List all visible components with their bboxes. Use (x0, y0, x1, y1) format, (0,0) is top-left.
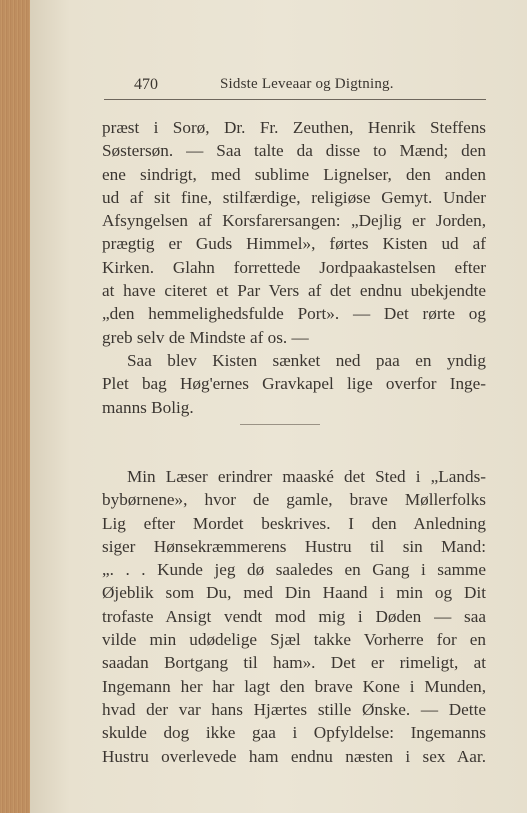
text-line: Søstersøn. — Saa talte da disse to Mænd; den (102, 141, 486, 161)
text-line: manns Bolig. (102, 397, 194, 417)
text-line: saadan Bortgang til ham». Det er rimeligt, at (102, 653, 486, 673)
text-line: „den hemmelighedsfulde Port». — Det rørte og (102, 304, 486, 324)
text-line: Lig efter Mordet beskrives. I den Anledning (102, 513, 486, 533)
header-rule (104, 99, 486, 100)
running-title: Sidste Leveaar og Digtning. (220, 76, 394, 92)
text-line: „. . . Kunde jeg dø saaledes en Gang i samme (102, 560, 486, 580)
text-line: ud af sit fine, stilfærdige, religiøse Gemyt. Under (102, 187, 486, 207)
text-line: Plet bag Høg'ernes Gravkapel lige overfor Inge- (102, 374, 486, 394)
text-line: prægtig er Guds Himmel», førtes Kisten ud af (102, 234, 486, 254)
paragraph-reader-note (102, 465, 486, 768)
text-line: greb selv de Mindste af os. — (102, 327, 309, 347)
text-line: at have citeret et Par Vers af det endnu ubekjendte (102, 281, 486, 301)
text-line: præst i Sorø, Dr. Fr. Zeuthen, Henrik Steffens (102, 118, 486, 137)
section-separator (240, 424, 320, 425)
text-line: bybørnene», hvor de gamle, brave Møllerfolks (102, 490, 486, 510)
text-line: trofaste Ansigt vendt mod mig i Døden — saa (102, 606, 486, 626)
text-line: Afsyngelsen af Korsfarersangen: „Dejlig er Jorden, (102, 211, 486, 231)
text-line: Ingemann her har lagt den brave Kone i Munden, (102, 676, 486, 696)
book-page-edge (0, 0, 30, 813)
paragraph-funeral (102, 116, 486, 349)
text-line: Min Læser erindrer maaské det Sted i „Lands- (127, 467, 486, 486)
text-line: skulde dog ikke gaa i Opfyldelse: Ingemanns (102, 723, 486, 743)
page-header (134, 74, 514, 96)
text-line: Hustru overlevede ham endnu næsten i sex Aar. (102, 746, 486, 766)
text-line: Øjeblik som Du, med Din Haand i min og Dit (102, 583, 486, 603)
text-line: vilde min udødelige Sjæl takke Vorherre for en (102, 630, 486, 650)
paragraph-burial (102, 349, 486, 419)
text-line: ene sindrigt, med sublime Lignelser, den anden (102, 164, 486, 184)
text-line: Saa blev Kisten sænket ned paa en yndig (127, 351, 486, 370)
text-line: hvad der var hans Hjærtes stille Ønske. — Dette (102, 699, 486, 719)
page-number: 470 (134, 76, 158, 93)
text-line: Kirken. Glahn forrettede Jordpaakastelsen efter (102, 257, 486, 277)
text-line: siger Hønsekræmmerens Hustru til sin Mand: (102, 536, 486, 556)
